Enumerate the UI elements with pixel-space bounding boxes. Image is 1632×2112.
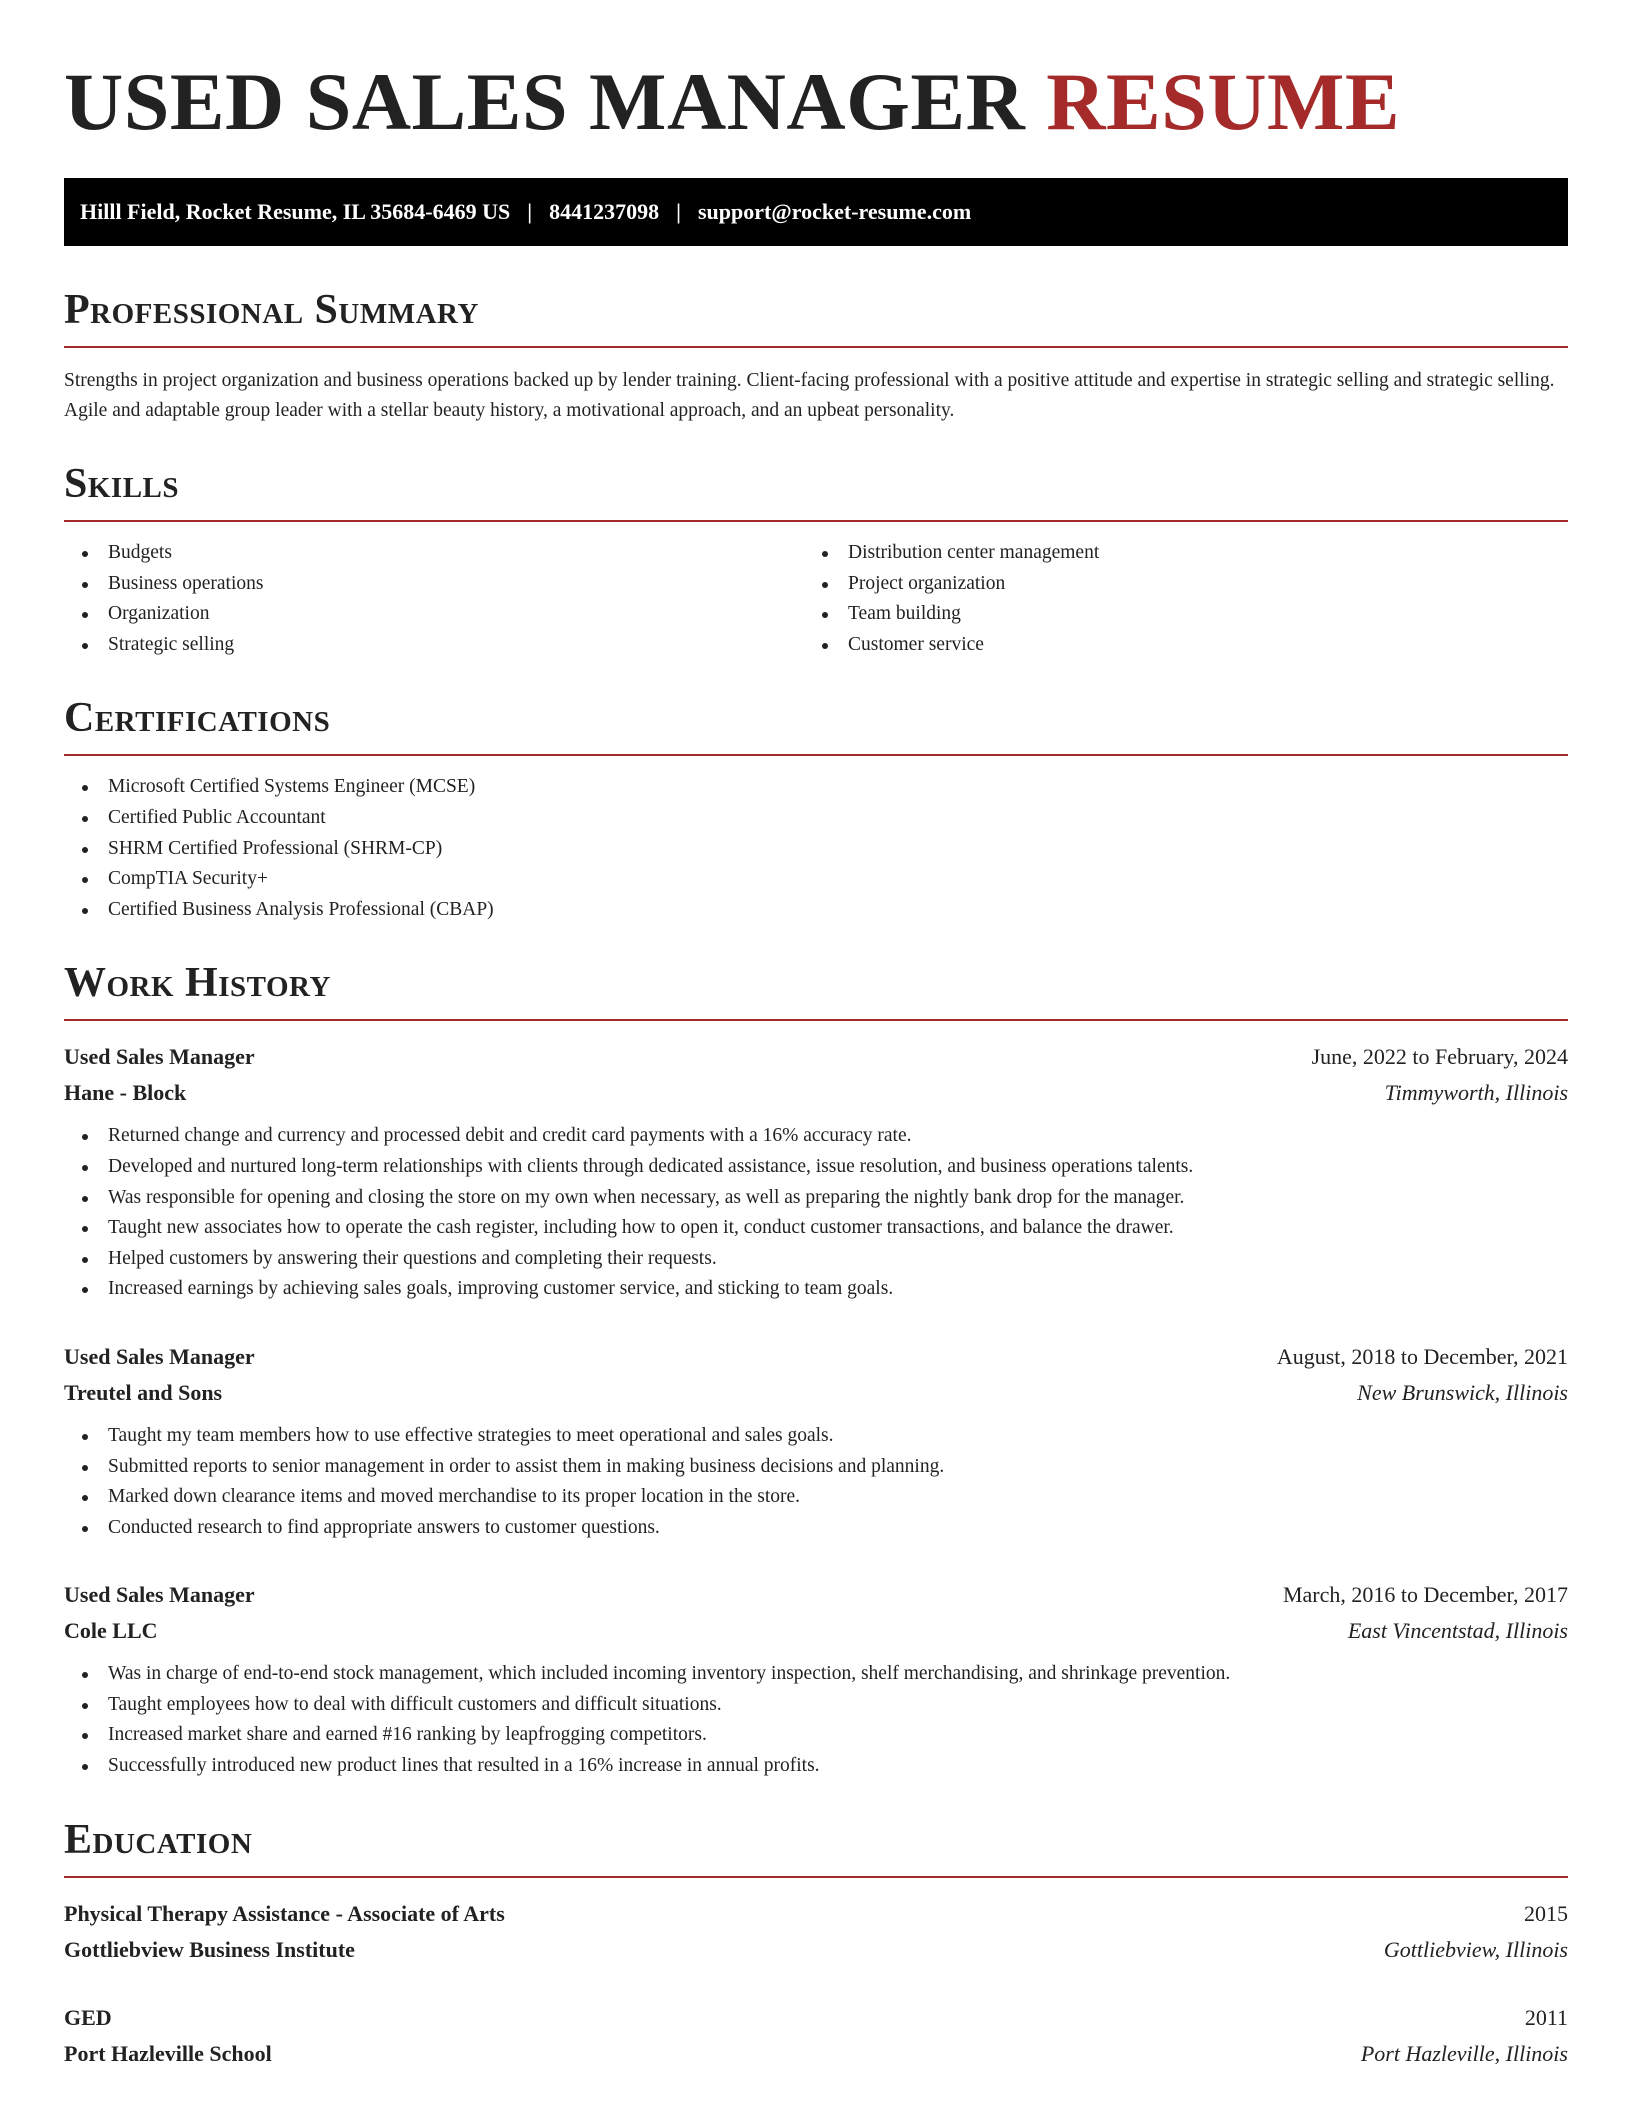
job-location: East Vincentstad, Illinois: [1347, 1618, 1568, 1644]
skills-heading: Skills: [64, 461, 180, 507]
job-bullets: [64, 1121, 1568, 1305]
skills-right-list: [804, 538, 1568, 660]
contact-address: Hilll Field, Rocket Resume, IL 35684-6469 US: [80, 199, 511, 224]
job-company-row: [64, 1375, 1568, 1411]
contact-email: support@rocket-resume.com: [697, 199, 972, 224]
section-divider: [64, 1019, 1568, 1021]
skills-grid: [64, 538, 1568, 660]
skills-left-list: [64, 538, 804, 660]
job-entry: [64, 1577, 1568, 1781]
job-location: Timmyworth, Illinois: [1384, 1080, 1568, 1106]
job-title: Used Sales Manager: [64, 1582, 255, 1608]
summary-section: [64, 284, 1568, 426]
job-company: Treutel and Sons: [64, 1379, 223, 1405]
resume-title: [64, 55, 1568, 149]
job-title: Used Sales Manager: [64, 1343, 255, 1369]
job-entry: [64, 1039, 1568, 1305]
education-school-row: [64, 2036, 1568, 2072]
section-divider: [64, 754, 1568, 756]
summary-text: Strengths in project organization and business operations backed up by lender training. Client-facing professional with a positive attitude and expertise in strategic selling and strategic selling. Agile and adaptable group leader with a stellar beauty history, a motivational approach, and an upbeat personality.: [64, 370, 1555, 421]
skill-item: Strategic selling: [64, 630, 804, 661]
certification-item: SHRM Certified Professional (SHRM-CP): [64, 834, 1568, 865]
skill-item: Project organization: [804, 569, 1568, 600]
education-school: Port Hazleville School: [64, 2040, 272, 2066]
skill-item: Distribution center management: [804, 538, 1568, 569]
job-bullet: Increased market share and earned #16 ranking by leapfrogging competitors.: [64, 1720, 1568, 1751]
education-degree: GED: [64, 2004, 112, 2030]
section-divider: [64, 346, 1568, 348]
job-title: Used Sales Manager: [64, 1044, 255, 1070]
job-bullet: Taught new associates how to operate the cash register, including how to open it, conduct customer transactions, and balance the drawer.: [64, 1213, 1568, 1244]
contact-phone: 8441237098: [549, 199, 660, 224]
job-company-row: [64, 1613, 1568, 1649]
education-location: Gottliebview, Illinois: [1383, 1936, 1568, 1962]
section-divider: [64, 1876, 1568, 1878]
education-entry: [64, 1896, 1568, 1968]
summary-heading: Professional Summary: [64, 287, 479, 333]
contact-separator: |: [527, 199, 533, 224]
job-bullet: Returned change and currency and processed debit and credit card payments with a 16% accuracy rate.: [64, 1121, 1568, 1152]
education-section: [64, 1814, 1568, 2072]
job-header-row: [64, 1339, 1568, 1375]
contact-separator: |: [676, 199, 681, 224]
education-degree: Physical Therapy Assistance - Associate of Arts: [64, 1900, 505, 1926]
work-history-section: [64, 957, 1568, 1781]
job-bullets: [64, 1421, 1568, 1543]
certifications-list: [64, 772, 1568, 925]
job-dates: August, 2018 to December, 2021: [1276, 1343, 1568, 1369]
job-company-row: [64, 1075, 1568, 1111]
skill-item: Business operations: [64, 569, 804, 600]
contact-bar: [64, 178, 1568, 246]
job-bullet: Increased earnings by achieving sales goals, improving customer service, and sticking to team goals.: [64, 1274, 1568, 1305]
education-year: 2011: [1524, 2004, 1568, 2030]
education-entry: [64, 2000, 1568, 2072]
work-history-heading: Work History: [64, 960, 331, 1007]
job-bullet: Submitted reports to senior management in order to assist them in making business decisions and planning.: [64, 1452, 1568, 1483]
skill-item: Budgets: [64, 538, 804, 569]
title-main: USED SALES MANAGER: [64, 56, 1026, 147]
job-bullet: Taught my team members how to use effective strategies to meet operational and sales goals.: [64, 1421, 1568, 1452]
education-location: Port Hazleville, Illinois: [1360, 2040, 1568, 2066]
skills-section: [64, 458, 1568, 660]
skill-item: Team building: [804, 599, 1568, 630]
education-school: Gottliebview Business Institute: [64, 1936, 355, 1962]
job-dates: March, 2016 to December, 2017: [1282, 1582, 1568, 1608]
education-heading: Education: [64, 1816, 253, 1863]
certification-item: Certified Public Accountant: [64, 803, 1568, 834]
job-bullet: Was responsible for opening and closing the store on my own when necessary, as well as preparing the nightly bank drop for the manager.: [64, 1183, 1568, 1214]
job-company: Cole LLC: [64, 1618, 158, 1644]
section-divider: [64, 520, 1568, 522]
title-accent: RESUME: [1046, 56, 1401, 147]
job-bullet: Marked down clearance items and moved merchandise to its proper location in the store.: [64, 1482, 1568, 1513]
certification-item: Certified Business Analysis Professional (CBAP): [64, 895, 1568, 926]
skill-item: Customer service: [804, 630, 1568, 661]
job-header-row: [64, 1039, 1568, 1075]
job-location: New Brunswick, Illinois: [1357, 1379, 1568, 1405]
job-dates: June, 2022 to February, 2024: [1311, 1044, 1568, 1070]
education-degree-row: [64, 2000, 1568, 2036]
job-bullet: Was in charge of end-to-end stock management, which included incoming inventory inspection, shelf merchandising, and shrinkage prevention.: [64, 1659, 1568, 1690]
certifications-section: [64, 692, 1568, 925]
job-header-row: [64, 1577, 1568, 1613]
job-bullet: Conducted research to find appropriate answers to customer questions.: [64, 1513, 1568, 1544]
certification-item: CompTIA Security+: [64, 864, 1568, 895]
certifications-heading: Certifications: [64, 695, 331, 742]
skill-item: Organization: [64, 599, 804, 630]
education-school-row: [64, 1932, 1568, 1968]
job-bullet: Successfully introduced new product lines that resulted in a 16% increase in annual profits.: [64, 1751, 1568, 1782]
certification-item: Microsoft Certified Systems Engineer (MCSE): [64, 772, 1568, 803]
job-bullets: [64, 1659, 1568, 1781]
education-year: 2015: [1524, 1900, 1568, 1926]
job-bullet: Developed and nurtured long-term relationships with clients through dedicated assistance, issue resolution, and business operations talents.: [64, 1152, 1568, 1183]
job-company: Hane - Block: [64, 1080, 187, 1106]
job-bullet: Helped customers by answering their questions and completing their requests.: [64, 1244, 1568, 1275]
education-degree-row: [64, 1896, 1568, 1932]
job-entry: [64, 1339, 1568, 1543]
job-bullet: Taught employees how to deal with difficult customers and difficult situations.: [64, 1690, 1568, 1721]
